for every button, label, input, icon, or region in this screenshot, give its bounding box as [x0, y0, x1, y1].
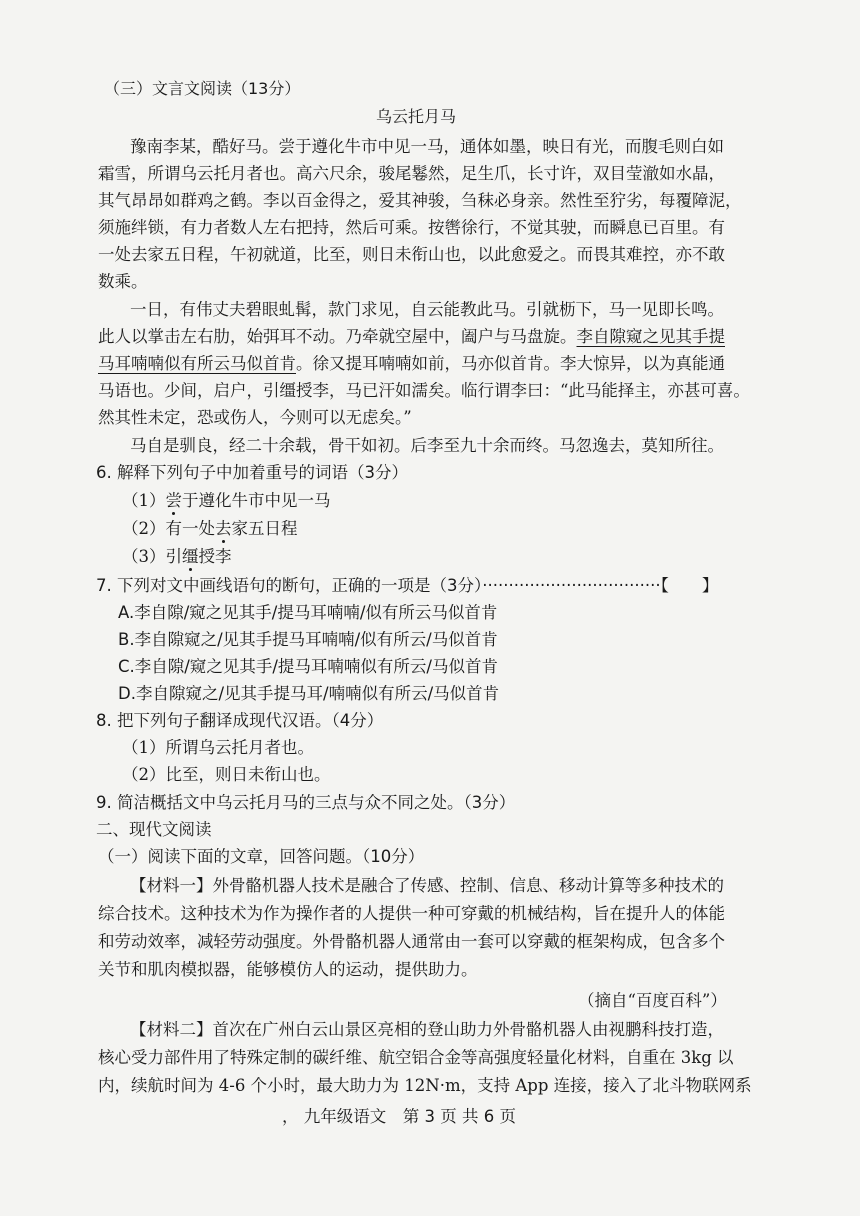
part-2-heading: 二、现代文阅读 — [96, 820, 212, 839]
question-9-stem: 9. 简洁概括文中乌云托月马的三点与众不同之处。（3分） — [96, 793, 516, 812]
material-line: 【材料二】首次在广州白云山景区亮相的登山助力外骨骼机器人由视鹏科技打造， — [130, 1020, 724, 1039]
passage-line: 然其性未定，恐或伤人，今则可以无虑矣。” — [98, 408, 412, 427]
material-line: 核心受力部件用了特殊定制的碳纤维、航空铝合金等高强度轻量化材料，自重在 3kg 以 — [98, 1048, 734, 1067]
passage-text: 。徐又提耳喃喃如前，马亦似首肯。李大惊异，以为真能通 — [296, 354, 725, 373]
question-8-item: （2）比至，则日未衔山也。 — [122, 765, 331, 784]
passage-title: 乌云托月马 — [376, 107, 457, 126]
emphasis-word: 缰 — [182, 547, 199, 566]
question-8-item: （1）所谓乌云托月者也。 — [122, 738, 314, 757]
passage-line: 豫南李某，酷好马。尝于遵化牛市中见一马，通体如墨，映日有光，而腹毛则白如 — [130, 137, 724, 156]
passage-line: 马语也。少间，启户，引缰授李，马已汗如濡矣。临行谓李曰：“此马能择主，亦甚可喜。 — [98, 381, 750, 400]
footer-text: 九年级语文 第 3 页 共 6 页 — [303, 1107, 516, 1126]
item-text: （3）引 — [122, 547, 182, 566]
section-heading: （三）文言文阅读（13分） — [104, 79, 301, 98]
passage-line: 一日，有伟丈夫碧眼虬髯，款门求见，自云能教此马。引就枥下，马一见即长鸣。 — [130, 300, 724, 319]
passage-text: 此人以掌击左右肋，始弭耳不动。乃牵就空屋中，阖户与马盘旋。 — [98, 327, 577, 346]
passage-line: 数乘。 — [98, 272, 148, 291]
footer-mark: ， — [282, 1107, 299, 1126]
question-7-stem — [96, 575, 718, 597]
option-c: C.李自隙/窥之见其手/提马耳喃喃似有所云/马似首肯 — [118, 657, 498, 676]
item-text: （2）有一处 — [122, 519, 215, 538]
item-text: 授李 — [198, 547, 232, 566]
question-text: 7. 下列对文中画线语句的断句，正确的一项是（3分） — [96, 576, 483, 595]
passage-line — [98, 353, 725, 375]
item-text: 于遵化牛市中见一马 — [182, 491, 331, 510]
material-line: 内，续航时间为 4-6 个小时，最大助力为 12N·m，支持 App 连接，接入了北斗物联网系 — [98, 1076, 752, 1095]
dot-leader: ·································· — [482, 576, 661, 595]
material-line: 关节和肌肉模拟器，能够模仿人的运动，提供助力。 — [98, 960, 478, 979]
passage-line: 须施绊锁，有力者数人左右把持，然后可乘。按辔徐行，不觉其驶，而瞬息已百里。有 — [98, 218, 725, 237]
passage-line: 马自是驯良，经二十余载，骨干如初。后李至九十余而终。马忽逸去，莫知所往。 — [130, 436, 724, 455]
passage-line: 霜雪，所谓乌云托月者也。高六尺余，骏尾鬈然，足生爪，长寸许，双目莹澈如水晶， — [98, 164, 725, 183]
option-d: D.李自隙窥之/见其手提马耳/喃喃似有所云/马似首肯 — [118, 684, 500, 703]
item-text: （1） — [122, 491, 166, 510]
option-a: A.李自隙/窥之见其手/提马耳喃喃/似有所云马似首肯 — [118, 603, 498, 622]
emphasis-word: 去 — [215, 519, 232, 538]
option-b: B.李自隙窥之/见其手提马耳喃喃/似有所云/马似首肯 — [118, 630, 498, 649]
answer-bracket[interactable]: 【 】 — [660, 576, 719, 595]
material-source: （摘自“百度百科”） — [578, 991, 727, 1010]
material-line: 【材料一】外骨骼机器人技术是融合了传感、控制、信息、移动计算等多种技术的 — [130, 876, 724, 895]
part-2-subheading: （一）阅读下面的文章，回答问题。（10分） — [98, 847, 425, 866]
underlined-sentence: 马耳喃喃似有所云马似首肯 — [98, 354, 296, 373]
passage-line: 一处去家五日程，午初就道，比至，则日未衔山也，以此愈爱之。而畏其难控，亦不敢 — [98, 245, 725, 264]
material-line: 综合技术。这种技术为作为操作者的人提供一种可穿戴的机械结构，旨在提升人的体能 — [98, 904, 725, 923]
question-8-stem: 8. 把下列句子翻译成现代汉语。（4分） — [96, 711, 384, 730]
question-6-item — [122, 490, 331, 512]
emphasis-word: 尝 — [165, 491, 182, 510]
underlined-sentence: 李自隙窥之见其手提 — [576, 327, 725, 346]
page-footer — [282, 1106, 516, 1128]
question-6-item — [122, 518, 298, 540]
question-6-item — [122, 546, 232, 568]
passage-line: 其气昂昂如群鸡之鹤。李以百金得之，爱其神骏，刍秣必身亲。然性至狞劣，每覆障泥， — [98, 191, 742, 210]
material-line: 和劳动效率，减轻劳动强度。外骨骼机器人通常由一套可以穿戴的框架构成，包含多个 — [98, 932, 725, 951]
question-6-stem: 6. 解释下列句子中加着重号的词语（3分） — [96, 463, 408, 482]
passage-line — [98, 326, 725, 348]
item-text: 家五日程 — [231, 519, 298, 538]
